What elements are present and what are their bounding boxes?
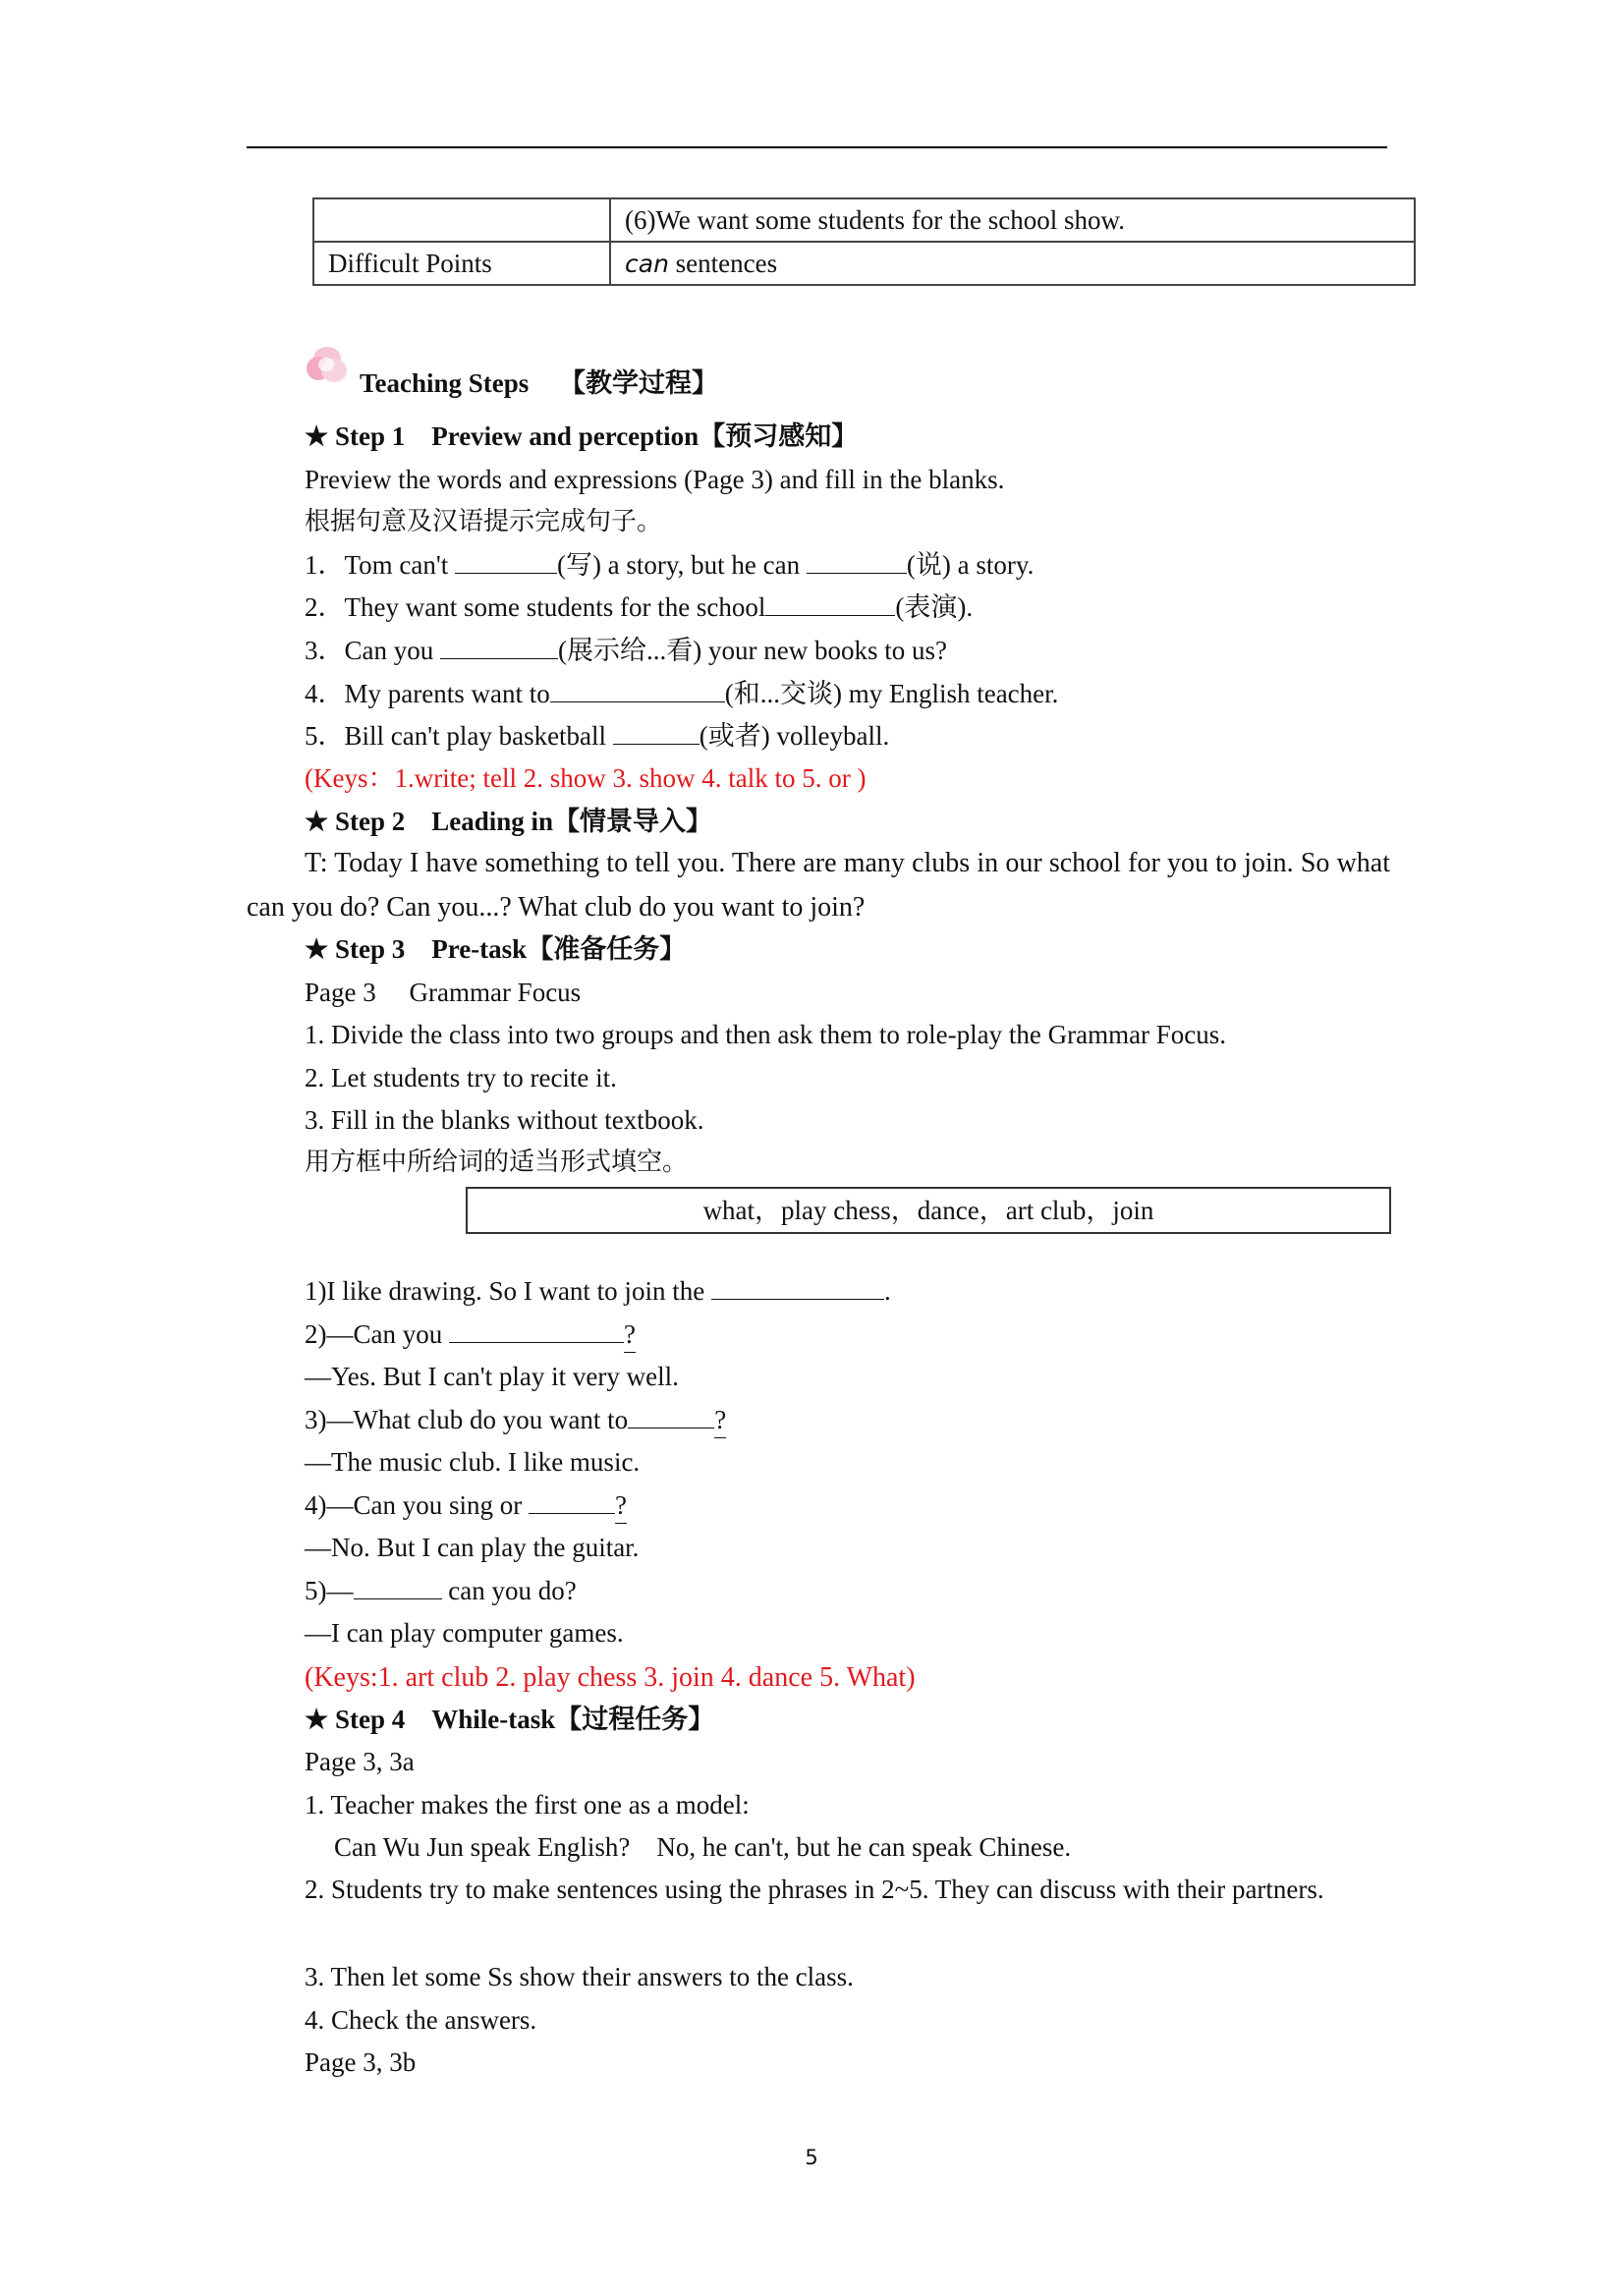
step4-item-4: 4. Check the answers. — [305, 2005, 537, 2035]
blank — [628, 1406, 714, 1428]
q4-part-a: 4．My parents want to — [305, 679, 550, 708]
step4-page-2: Page 3, 3b — [305, 2047, 417, 2077]
exercise-4-answer: —No. But I can play the guitar. — [305, 1533, 640, 1562]
q3-part-a: 3．Can you — [305, 636, 440, 665]
q1-part-a: 1．Tom can't — [305, 550, 455, 580]
exercise-2-answer: —Yes. But I can't play it very well. — [305, 1362, 679, 1391]
blank — [449, 1320, 624, 1343]
blank — [354, 1577, 442, 1599]
blank — [440, 637, 558, 659]
step3-item-3: 3. Fill in the blanks without textbook. — [305, 1105, 704, 1135]
step1-title: ★ Step 1 Preview and perception【预习感知】 — [305, 421, 859, 451]
q3-part-b: (展示给...看) your new books to us? — [558, 636, 947, 665]
exercise-4 — [305, 1489, 627, 1524]
table-cell-content: (6)We want some students for the school show. — [610, 198, 1415, 242]
q2-part-a: 2．They want some students for the school — [305, 592, 766, 622]
e5-part-b: can you do? — [441, 1576, 577, 1605]
step1-keys: (Keys：1.write; tell 2. show 3. show 4. talk to 5. or ) — [305, 763, 867, 793]
e5-part-a: 5)— — [305, 1576, 354, 1605]
flower-icon — [303, 341, 352, 390]
q4-part-b: (和...交谈) my English teacher. — [724, 679, 1059, 708]
exercise-3 — [305, 1404, 726, 1438]
heading-cn: 【教学过程】 — [559, 368, 719, 399]
q2-part-b: (表演). — [895, 592, 974, 622]
question-1 — [305, 549, 1034, 583]
e1-part-b: . — [883, 1276, 891, 1306]
word-box: what，play chess，dance，art club，join — [466, 1187, 1391, 1234]
teaching-steps-heading — [360, 367, 718, 401]
step3-item-1: 1. Divide the class into two groups and then ask them to role-play the Grammar Focus. — [305, 1020, 1227, 1049]
question-5 — [305, 720, 889, 754]
e2-part-a: 2)—Can you — [305, 1319, 449, 1349]
exercise-5 — [305, 1575, 577, 1608]
e1-part-a: 1)I like drawing. So I want to join the — [305, 1276, 711, 1306]
e3-part-b: ? — [714, 1404, 726, 1438]
blank — [807, 551, 907, 574]
blank — [765, 593, 895, 616]
blank — [529, 1491, 615, 1514]
e4-part-a: 4)—Can you sing or — [305, 1490, 529, 1520]
italic-can: can — [625, 249, 669, 278]
step4-item-2: 2. Students try to make sentences using the phrases in 2~5. They can discuss with their partners. — [305, 1875, 1324, 1904]
exercise-1 — [305, 1275, 891, 1309]
question-4 — [305, 678, 1058, 711]
step1-instruction-cn: 根据句意及汉语提示完成句子。 — [305, 507, 663, 536]
e3-part-a: 3)—What club do you want to — [305, 1405, 629, 1434]
step4-page: Page 3, 3a — [305, 1747, 415, 1776]
exercise-5-answer: —I can play computer games. — [305, 1618, 624, 1648]
heading-en: Teaching Steps — [360, 368, 530, 398]
blank — [550, 680, 725, 702]
step3-keys: (Keys:1. art club 2. play chess 3. join 4. dance 5. What) — [305, 1662, 916, 1693]
blank — [613, 722, 700, 745]
table-cell-label — [313, 198, 610, 242]
step4-title: ★ Step 4 While-task【过程任务】 — [305, 1705, 715, 1734]
table-cell-content — [610, 242, 1415, 285]
q5-part-a: 5．Bill can't play basketball — [305, 721, 613, 751]
step2-title: ★ Step 2 Leading in【情景导入】 — [305, 807, 713, 836]
table-cell-label: Difficult Points — [313, 242, 610, 285]
content-rest: sentences — [668, 248, 778, 278]
q1-part-b: (写) a story, but he can — [556, 550, 807, 580]
page-number: 5 — [805, 2146, 818, 2169]
blank — [455, 551, 557, 574]
step1-instruction: Preview the words and expressions (Page 3) and fill in the blanks. — [305, 465, 1005, 494]
question-2 — [305, 591, 973, 625]
step2-text: T: Today I have something to tell you. There are many clubs in our school for you to join. So what can you do? Can you...? What club do you want to join? — [247, 848, 1390, 923]
e4-part-b: ? — [615, 1489, 627, 1524]
q5-part-b: (或者) volleyball. — [699, 721, 890, 751]
step4-item-3: 3. Then let some Ss show their answers to the class. — [305, 1962, 854, 1991]
step3-title: ★ Step 3 Pre-task【准备任务】 — [305, 934, 687, 964]
table-row — [313, 198, 1415, 242]
step3-item-2: 2. Let students try to recite it. — [305, 1063, 617, 1092]
blank — [711, 1277, 884, 1300]
e2-part-b: ? — [624, 1318, 636, 1353]
step4-model: Can Wu Jun speak English? No, he can't, but he can speak Chinese. — [334, 1832, 1072, 1862]
q1-part-c: (说) a story. — [906, 550, 1035, 580]
exercise-3-answer: —The music club. I like music. — [305, 1447, 641, 1477]
header-rule — [247, 146, 1387, 148]
exercise-2 — [305, 1318, 636, 1353]
info-table — [312, 197, 1416, 286]
step3-instruction-cn: 用方框中所给词的适当形式填空。 — [305, 1148, 689, 1177]
step3-page: Page 3 Grammar Focus — [305, 978, 582, 1007]
question-3 — [305, 635, 947, 668]
table-row — [313, 242, 1415, 285]
step4-item-1: 1. Teacher makes the first one as a model: — [305, 1790, 750, 1820]
